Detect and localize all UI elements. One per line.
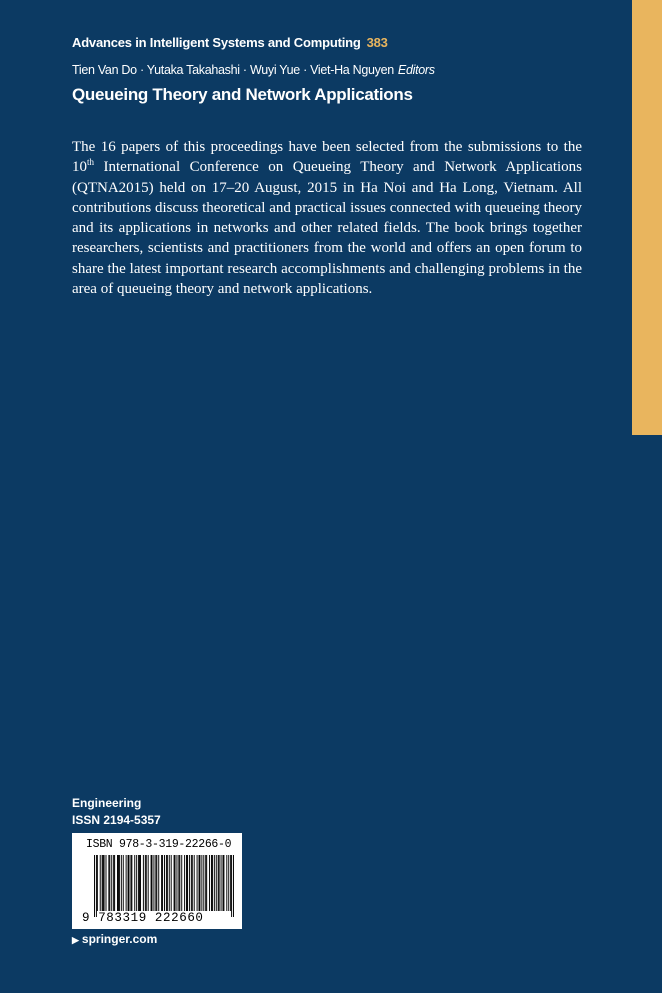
series-volume: 383 <box>366 35 388 50</box>
barcode-bar <box>130 855 131 911</box>
barcode-bar <box>109 855 110 911</box>
barcode-bar <box>158 855 159 911</box>
barcode-bar <box>184 855 185 911</box>
barcode-bar <box>161 855 162 911</box>
barcode-bar <box>211 855 212 911</box>
series-line <box>72 35 388 50</box>
barcode-bar <box>108 855 109 911</box>
barcode-bar <box>97 855 98 911</box>
barcode-bar <box>111 855 112 911</box>
barcode-bar <box>100 855 101 911</box>
barcode-bar <box>145 855 146 911</box>
abstract-part-1: The 16 papers of this proceedings have been selected from the submissions to the 10 <box>72 139 582 176</box>
barcode-bar <box>178 855 179 911</box>
barcode-bar <box>166 855 167 911</box>
editors-role: Editors <box>397 63 435 77</box>
barcode-bar <box>226 855 227 911</box>
barcode-bar <box>102 855 103 911</box>
editors-line <box>72 63 435 77</box>
issn-label: ISSN 2194-5357 <box>72 813 161 827</box>
barcode-bar <box>169 855 170 911</box>
publisher-link-text: springer.com <box>81 932 158 946</box>
barcode-bar <box>104 855 105 911</box>
barcode <box>72 833 242 929</box>
barcode-bar <box>230 855 231 911</box>
barcode-bar <box>134 855 135 911</box>
accent-stripe <box>632 0 662 435</box>
barcode-bar <box>219 855 220 911</box>
barcode-bar <box>186 855 187 911</box>
barcode-bar <box>206 855 207 911</box>
barcode-bar <box>126 855 127 911</box>
barcode-bar <box>223 855 224 911</box>
abstract-part-2: International Conference on Queueing Theory and Network Applications (QTNA2015) held on 17–20 August, 2015 in Ha Noi and Ha Long, Vietnam. All contributions discuss theoretical and practical issues connected with queueing theory and its applications in networks and other related fields. The book brings together researchers, scientists and practitioners from the world and offers an open forum to share the latest important research accomplishments and challenging problems in the area of queueing theory and network applications. <box>72 159 582 298</box>
barcode-bar <box>96 855 97 917</box>
arrow-right-icon: ▶ <box>72 935 79 945</box>
barcode-bar <box>175 855 176 911</box>
editor-names: Tien Van Do · Yutaka Takahashi · Wuyi Yue · Viet-Ha Nguyen <box>72 63 394 77</box>
barcode-bar <box>205 855 206 911</box>
barcode-bar <box>176 855 177 911</box>
barcode-bar <box>192 855 193 911</box>
barcode-bar <box>146 855 147 911</box>
barcode-bar <box>189 855 190 911</box>
barcode-bar <box>174 855 175 911</box>
barcode-bar <box>103 855 104 911</box>
barcode-bar <box>191 855 192 911</box>
barcode-bar <box>106 855 107 911</box>
barcode-bar <box>201 855 202 911</box>
isbn-label: ISBN 978-3-319-22266-0 <box>86 838 232 851</box>
barcode-bar <box>187 855 188 911</box>
barcode-bar <box>199 855 200 911</box>
barcode-bar <box>155 855 156 911</box>
subject-label: Engineering <box>72 796 142 810</box>
barcode-bar <box>233 855 234 917</box>
barcode-bar <box>140 855 141 911</box>
series-name: Advances in Intelligent Systems and Computing <box>72 35 361 50</box>
barcode-bar <box>156 855 157 911</box>
barcode-bar <box>131 855 132 911</box>
abstract-text <box>72 137 582 299</box>
barcode-bar <box>136 855 137 911</box>
barcode-bar <box>222 855 223 911</box>
barcode-bar <box>221 855 222 911</box>
barcode-bar <box>228 855 229 911</box>
publisher-link[interactable] <box>72 932 157 946</box>
barcode-bar <box>194 855 195 911</box>
barcode-bar <box>119 855 120 911</box>
barcode-digits: 9 783319 222660 <box>82 911 204 925</box>
barcode-bar <box>199 855 200 911</box>
barcode-bar <box>218 855 219 911</box>
barcode-bar <box>152 855 153 911</box>
barcode-bar <box>216 855 217 911</box>
book-title: Queueing Theory and Network Applications <box>72 85 413 104</box>
barcode-bar <box>212 855 213 911</box>
barcode-bar <box>153 855 154 911</box>
barcode-bar <box>143 855 144 911</box>
barcode-bar <box>113 855 114 911</box>
barcode-bar <box>171 855 172 911</box>
barcode-bar <box>129 855 130 911</box>
barcode-bar <box>123 855 124 911</box>
barcode-bar <box>164 855 165 911</box>
barcode-bar <box>151 855 152 911</box>
barcode-bar <box>118 855 119 911</box>
barcode-bar <box>94 855 95 917</box>
barcode-bar <box>117 855 118 911</box>
barcode-bar <box>139 855 140 911</box>
barcode-bar <box>167 855 168 911</box>
barcode-bar <box>121 855 122 911</box>
barcode-bar <box>148 855 149 911</box>
barcode-bar <box>197 855 198 911</box>
barcode-bar <box>214 855 215 911</box>
barcode-bar <box>203 855 204 911</box>
barcode-bar <box>231 855 232 917</box>
barcode-bar <box>209 855 210 911</box>
barcode-bar <box>181 855 182 911</box>
barcode-bar <box>128 855 129 911</box>
barcode-bar <box>179 855 180 911</box>
barcode-bar <box>114 855 115 911</box>
barcode-bar <box>138 855 139 911</box>
barcode-bar <box>162 855 163 911</box>
abstract-superscript: th <box>87 157 95 168</box>
